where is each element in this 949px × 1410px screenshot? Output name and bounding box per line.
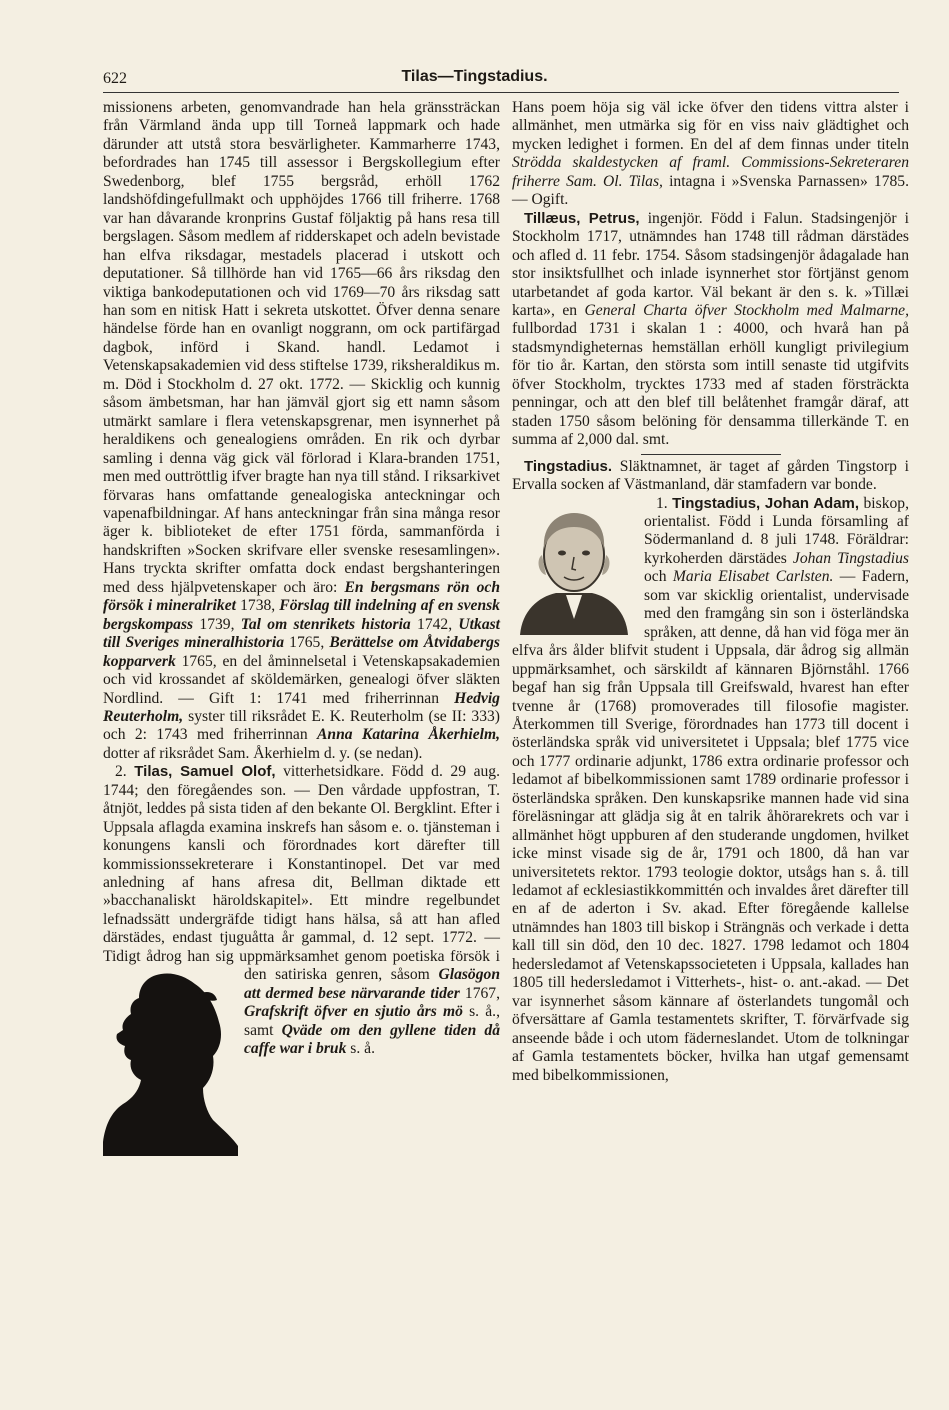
running-head: Tilas—Tingstadius. xyxy=(401,68,548,85)
entry-headword: Tilas, Samuel Olof, xyxy=(134,763,276,781)
entry-tillaeus-petrus: Tillæus, Petrus, ingenjör. Född i Falun. Stadsingenjör i Stockholm 1717, utnämndes han 1748 till rådman därstädes och afled d. 11 febr. 1754. Såsom stadsingenjör ådagalade han stor insiktsfullhet och inlade isynnerhet stor förtjänst genom utarbetandet af goda kartor. Väl bekant är den s. k. »Tillæi karta», en General Charta öfver Stockholm med Malmarne, fullbordad 1731 i skalan 1 : 4000, och hvarå han på stadsmyndigheternas hemställan erhöll kungligt privilegium för tio år. Kartan, den största som intill senaste tid utgifvits öfver Stockholm, trycktes 1733 med af staden försträckta penningar, och att den blef till belåtenhet framgår däraf, att staden 1750 såsom belöning för densamma tillerkände T. en summa af 2,000 dal. smt. xyxy=(512,209,909,449)
entry-headword: Tingstadius, Johan Adam, xyxy=(672,494,860,512)
header-rule xyxy=(103,92,899,93)
page-number: 622 xyxy=(103,70,127,87)
paragraph: Hans poem höja sig väl icke öfver den tidens vittra alster i allmänhet, men utmärka sig för en viss naiv glädtighet och mycken ledighet i formen. En del af dem finnas under titeln Strödda skaldestycken af framl. Commissions-Sekreteraren friherre Sam. Ol. Tilas, intagna i »Svenska Parnassen» 1785. — Ogift. xyxy=(512,99,909,209)
section-rule xyxy=(641,454,781,455)
entry-headword: Tillæus, Petrus, xyxy=(524,209,640,227)
left-column xyxy=(103,99,500,1156)
paragraph: missionens arbeten, genomvandrade han hela gränssträckan från Värmland ända upp till Torneå lappmark och hade därunder att utstå stora besvärligheter. Kammarherre 1743, befordrades han 1745 till assessor i Bergskollegium efter Swedenborg, blef 1755 bergsråd, erhöll 1762 landshöfdingefullmakt och upphöjdes 1766 till friherre. 1768 var han dåvarande kronprins Gustaf följaktig på hans resa till bergslagen. Såsom medlem af ridderskapet och adeln bevistade han elfva riksdagar, mestadels placerad i utskott och deputationer. Så tillhörde han vid 1765—66 års riksdag den viktiga bankodeputationen och vid 1769—70 års riksdag satt han som en nitisk Hatt i sekreta utskottet. Öfver denna senare händelse förde han en ovanligt noggrann, om ock partifärgad dagbok, införd i Skand. handl. Ledamot i Vetenskapsakademien vid dess stiftelse 1739, riksheraldikus m. m. Död i Stockholm d. 27 okt. 1772. — Skicklig och kunnig såsom ämbetsman, har han jämväl gjort sig ett namn såsom utmärkt samlare i flera vetenskapsgrenar, men isynnerhet på heraldikens och genealogiens områden. En rik och dyrbar samling i denna väg gick väl förlorad i Klara-branden 1751, men med outtröttlig ifver bragte han nya till stånd. I riksarkivet förvaras hans omfattande genealogiska anteckningar och vapenafbildningar. Af hans anteckningar från sina många resor äger k. biblioteket de efter 1751 förda, sammanförda i handskriften »Socken skrifvare eller svenske resesamlingen». Hans tryckta skrifter omfatta dock endast bergshanteringen med dess hjälpvetenskaper och äro: En bergsmans rön och försök i mineralriket 1738, Förslag till indelning af en svensk bergskompass 1739, Tal om stenrikets historia 1742, Utkast till Sveriges mineralhistoria 1765, Berättelse om Åtvidabergs kopparverk 1765, en del åminnelsetal i Vetenskapsakademien och vid krossandet af sköldemärken, genealogi öfver släkten Nordlind. — Gift 1: 1741 med friherrinnan Hedvig Reuterholm, syster till riksrådet E. K. Reuterholm (se II: 333) och 2: 1743 med friherrinnan Anna Katarina Åkerhielm, dotter af riksrådet Sam. Åkerhielm d. y. (se nedan). xyxy=(103,99,501,762)
silhouette-portrait xyxy=(103,970,238,1156)
entry-headword: Tingstadius. xyxy=(524,457,613,475)
right-column xyxy=(512,99,909,1085)
entry-tingstadius-johan-adam: 1. Tingstadius, Johan Adam, biskop, orientalist. Född i Lunda församling af Södermanland d. 8 juli 1748. Föräldrar: kyrkoherden därstädes Johan Tingstadius och Maria Elisabet Carlsten. — Fadern, som var skicklig orientalist, undervisade med den framgång sin son i österländska språken, att denne, då han vid föga mer än elfva års ålder blifvit student i Uppsala, där ådrog sig allmän uppmärksamhet, och särskildt af kännaren Björnståhl. 1766 begaf han sig från Uppsala till Greifswald, hvarest han efter tvenne år (1768) promoverades till filosofie magister. Återkommen till Sverige, förordnades han 1773 till docent i österländska språk vid universitetet i Uppsala; blef 1775 vice och 1777 ordinarie adjunkt, 1786 extra ordinarie professor och ledamot af bibelkommissionen samt 1789 ordinarie professor i österländska språken. Den kunskapsrike mannen hade vid sina föreläsningar att glädja sig åt en talrik åhörarekrets och var i allmänhet högt uppburen af den studerande ungdomen, hvilket icke minst visade sig de år, 1791 och 1800, då han var universitetets rektor. 1793 teologie doktor, utsågs han s. å. till ledamot af ecklesiastikkommittén och invaldes året därefter till en af de aderton i Sv. akad. Efter föregående kallelse utnämndes han 1803 till biskop i Strängnäs och verkade i detta kall till sin död, den 10 dec. 1827. 1798 ledamot och 1804 hedersledamot af Vetenskapssocieteten i Uppsala, kallades han 1805 till hedersledamot i Vitterhets-, hist- o. ant.-akad. — Det var isynnerhet såsom kännare af österlandets tungomål och öfversättare af Gamla testamentets skrifter, T. förvärfvade sig anseende både i och utom fäderneslandet. Utom de tolkningar af Gamla testamentets böcker, hvilka han utgaf gemensamt med bibelkommissionen, xyxy=(512,494,909,1084)
entry-tilas-samuel-olof: 2. Tilas, Samuel Olof, vitterhetsidkare. Född d. 29 aug. 1744; den föregåendes son. — Den vårdade uppfostran, T. åtnjöt, leddes på sista tiden af den bekante Ol. Bergklint. Efter i Uppsala aflagda examina inskrefs han såsom e. o. tjänsteman i konungens kansli och förordnades kort därefter till kommissionssekreterare i Konstantinopel. Det var med anledning af hans afresa dit, Bellman diktade ett »bacchanaliskt häroldskapitel». Ett mindre regelbundet lefnadssätt undergräfde tidigt hans hälsa, så att han afled därstädes, endast tjuguåtta år gammal, d. 12 sept. 1772. — Tidigt ådrog han sig uppmärksamhet genom poetiska försök i den satiriska genren, såsom Glasögon att dermed bese närvarande tider 1767, Grafskrift öfver en sjutio års mö s. å., samt Qväde om den gyllene tiden då caffe war i bruk s. å. xyxy=(103,763,500,1058)
entry-tingstadius: Tingstadius. Släktnamnet, är taget af gården Tingstorp i Ervalla socken af Västmanland, där stamfadern var bonde. xyxy=(512,457,910,494)
engraved-portrait xyxy=(512,499,636,635)
